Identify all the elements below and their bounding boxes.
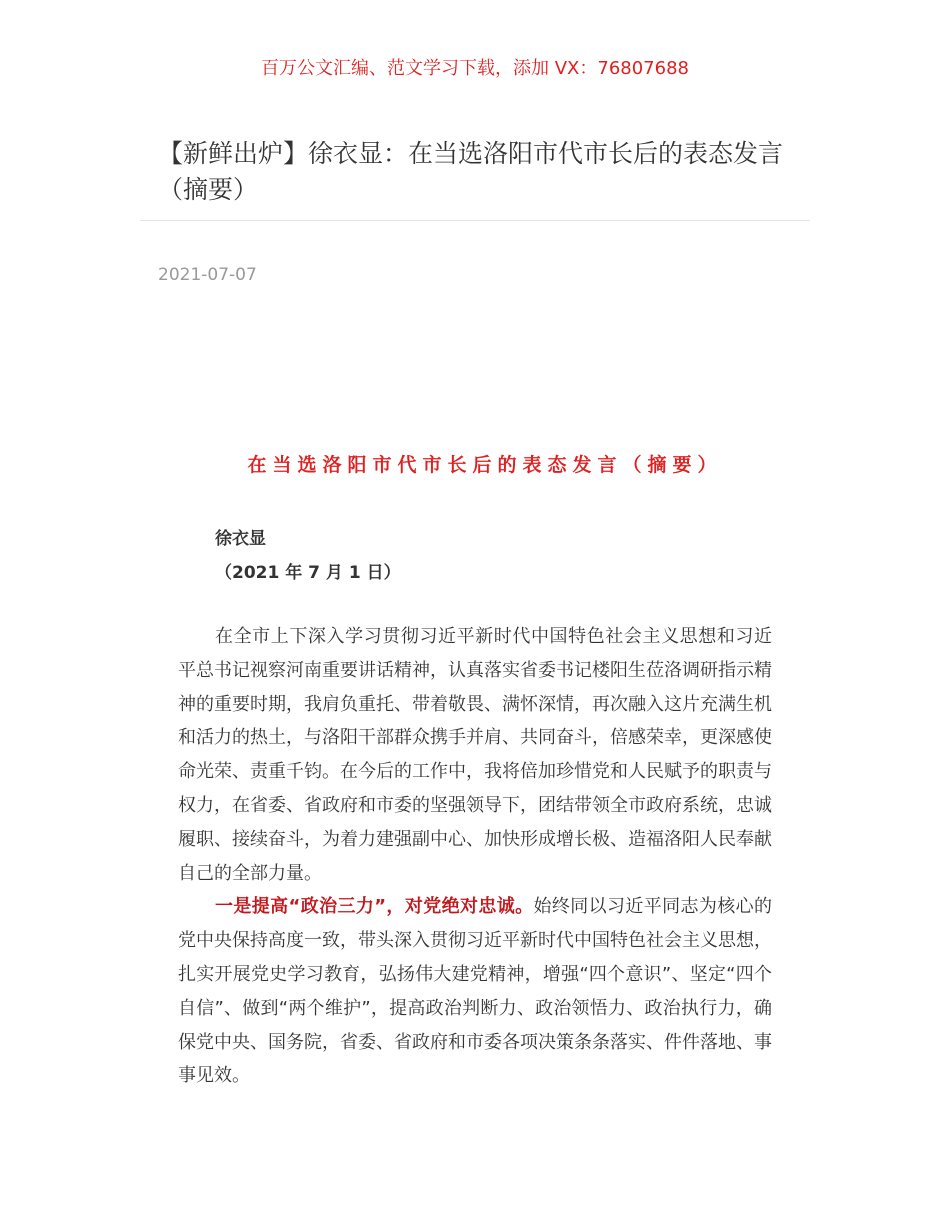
paragraph-intro: 在全市上下深入学习贯彻习近平新时代中国特色社会主义思想和习近平总书记视察河南重要讲话精神，认真落实省委书记楼阳生莅洛调研指示精神的重要时期，我肩负重托、带着敬畏、满怀深情，再次融入这片充满生机和活力的热土，与洛阳干部群众携手并肩、共同奋斗，倍感荣幸，更深感使命光荣、责重千钧。在今后的工作中，我将倍加珍惜党和人民赋予的职责与权力，在省委、省政府和市委的坚强领导下，团结带领全市政府系统，忠诚履职、接续奋斗，为着力建强副中心、加快形成增长极、造福洛阳人民奉献自己的全部力量。 xyxy=(178,626,772,884)
page-title: 【新鲜出炉】徐衣显：在当选洛阳市代市长后的表态发言（摘要） xyxy=(158,139,784,204)
title-divider xyxy=(140,220,810,221)
article-body xyxy=(178,450,772,1093)
article-headline: 在当选洛阳市代市长后的表态发言（摘要） xyxy=(247,454,723,476)
point-one-text: 始终同以习近平同志为核心的党中央保持高度一致，带头深入贯彻习近平新时代中国特色社会主义思想，扎实开展党史学习教育，弘扬伟大建党精神，增强“四个意识”、坚定“四个自信”、做到“两个维护”，提高政治判断力、政治领悟力、政治执行力，确保党中央、国务院，省委、省政府和市委各项决策条条落实、件件落地、事事见效。 xyxy=(178,896,772,1087)
paragraph-point-one xyxy=(178,890,772,1093)
article-author: 徐衣显 xyxy=(215,529,266,549)
promo-banner: 百万公文汇编、范文学习下载，添加 VX：76807688 xyxy=(261,58,689,79)
publish-date: 2021-07-07 xyxy=(158,265,257,285)
speech-date: （2021 年 7 月 1 日） xyxy=(215,563,401,583)
point-one-heading: 一是提高“政治三力”，对党绝对忠诚。 xyxy=(215,896,534,918)
